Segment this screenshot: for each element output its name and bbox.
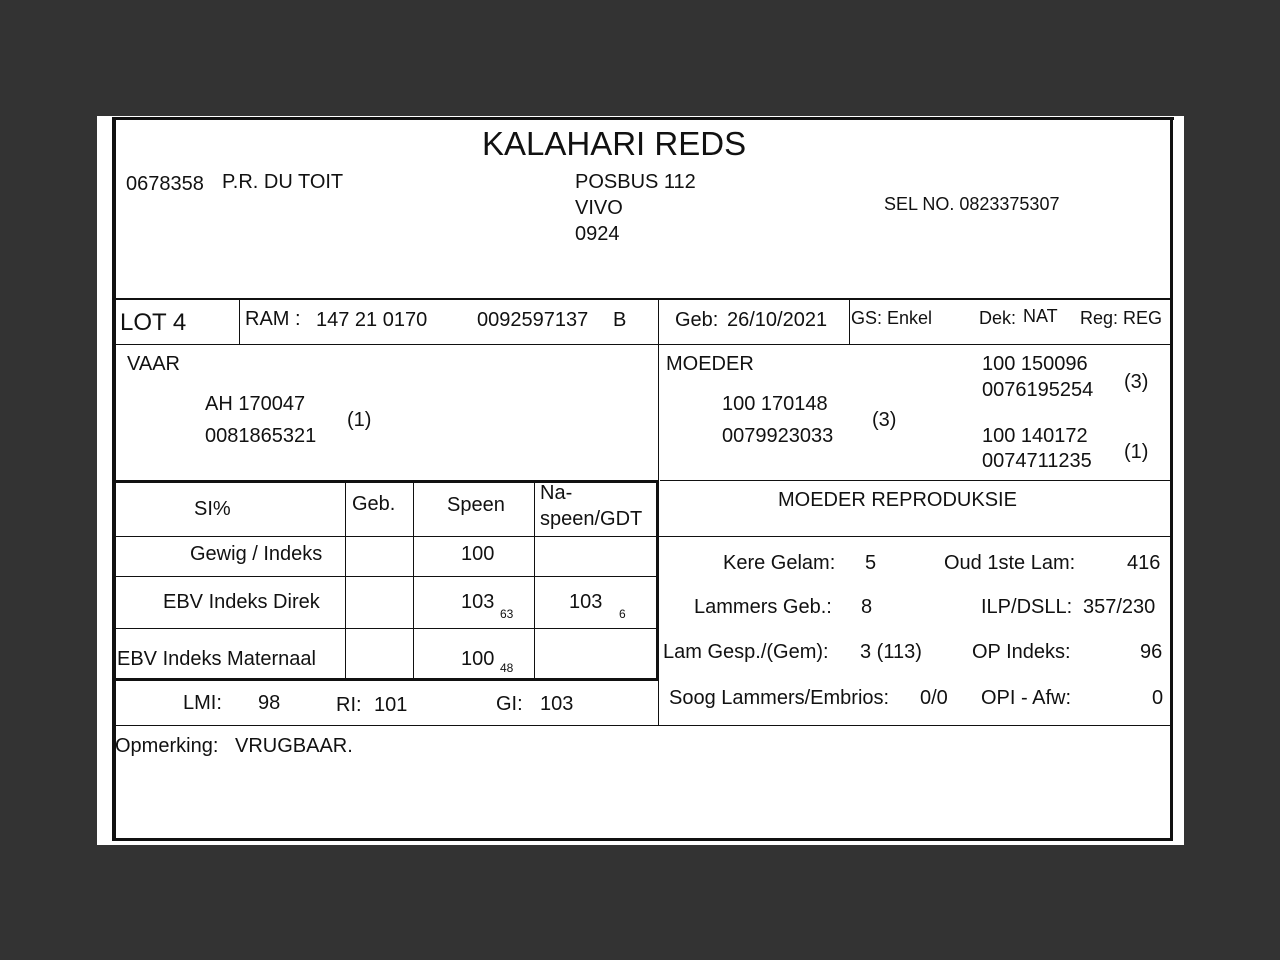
frame-top bbox=[112, 117, 1174, 120]
gi-label: GI: bbox=[496, 693, 523, 715]
naspeen-header-line2: speen/GDT bbox=[540, 508, 643, 530]
registration: Reg: REG bbox=[1080, 308, 1163, 328]
ram-id: 0092597137 bbox=[477, 309, 589, 331]
address-line-1: POSBUS 112 bbox=[575, 171, 696, 193]
si-header: SI% bbox=[194, 498, 231, 520]
lammers-label: Lammers Geb.: bbox=[694, 596, 832, 618]
owner-number: 0678358 bbox=[126, 173, 204, 195]
remark-value: VRUGBAAR. bbox=[235, 735, 353, 757]
speen-header: Speen bbox=[447, 494, 505, 516]
ri-label: RI: bbox=[336, 694, 362, 716]
dam-count: (3) bbox=[872, 409, 897, 431]
dam-id: 0079923033 bbox=[722, 425, 834, 447]
ram-class: B bbox=[613, 309, 627, 331]
ri-value: 101 bbox=[374, 694, 408, 716]
dam-dam-id: 0074711235 bbox=[982, 450, 1092, 472]
mating-label: Dek: bbox=[979, 308, 1017, 328]
ilp-value: 357/230 bbox=[1083, 596, 1156, 618]
divider-pedigree-left bbox=[112, 480, 658, 483]
frame-left bbox=[112, 117, 116, 841]
ilp-label: ILP/DSLL: bbox=[981, 596, 1073, 618]
divider-index-col3 bbox=[534, 482, 535, 679]
row3-speen-sub: 48 bbox=[500, 661, 514, 675]
mating-value: NAT bbox=[1023, 306, 1058, 326]
lammers-value: 8 bbox=[861, 596, 873, 618]
address-line-2: VIVO bbox=[575, 197, 623, 219]
divider-lot-col bbox=[239, 299, 240, 345]
lmi-label: LMI: bbox=[183, 692, 222, 714]
divider-index-col1 bbox=[345, 482, 346, 679]
phone-number: SEL NO. 0823375307 bbox=[884, 194, 1060, 214]
row2-naspeen-sub: 6 bbox=[619, 607, 626, 621]
row2-naspeen: 103 bbox=[569, 591, 603, 613]
divider-header bbox=[112, 298, 1172, 300]
row2-label: EBV Indeks Direk bbox=[163, 591, 320, 613]
dam-dam-number: 100 140172 bbox=[982, 425, 1088, 447]
sire-count: (1) bbox=[347, 409, 372, 431]
frame-bottom bbox=[112, 838, 1172, 841]
row3-speen: 100 bbox=[461, 648, 495, 670]
sire-label: VAAR bbox=[127, 353, 180, 375]
gesp-value: 3 (113) bbox=[860, 641, 922, 663]
reproduction-title: MOEDER REPRODUKSIE bbox=[778, 489, 1017, 511]
address-line-3: 0924 bbox=[575, 223, 620, 245]
divider-lot bbox=[112, 344, 1172, 345]
divider-summary bbox=[112, 725, 1172, 726]
geb-header: Geb. bbox=[352, 493, 396, 515]
dam-dam-count: (1) bbox=[1124, 441, 1149, 463]
oud-value: 416 bbox=[1127, 552, 1161, 574]
divider-pedigree-right bbox=[660, 480, 1172, 481]
divider-geb-col bbox=[849, 299, 850, 345]
kere-value: 5 bbox=[865, 552, 877, 574]
gesp-label: Lam Gesp./(Gem): bbox=[663, 641, 829, 663]
op-label: OP Indeks: bbox=[972, 641, 1071, 663]
dam-sire-number: 100 150096 bbox=[982, 353, 1088, 375]
op-value: 96 bbox=[1140, 641, 1163, 663]
dam-sire-count: (3) bbox=[1124, 371, 1149, 393]
opi-label: OPI - Afw: bbox=[981, 687, 1072, 709]
card-title: KALAHARI REDS bbox=[482, 125, 747, 162]
birth-label: Geb: bbox=[675, 309, 719, 331]
sire-id: 0081865321 bbox=[205, 425, 317, 447]
ram-label: RAM : bbox=[245, 308, 301, 330]
dam-label: MOEDER bbox=[666, 353, 754, 375]
lmi-value: 98 bbox=[258, 692, 281, 714]
naspeen-header-line1: Na- bbox=[540, 482, 573, 504]
kere-label: Kere Gelam: bbox=[723, 552, 836, 574]
oud-label: Oud 1ste Lam: bbox=[944, 552, 1076, 574]
lot-number: LOT 4 bbox=[120, 309, 187, 336]
sire-number: AH 170047 bbox=[205, 393, 306, 415]
divider-index-right bbox=[656, 482, 659, 679]
gi-value: 103 bbox=[540, 693, 574, 715]
row1-label: Gewig / Indeks bbox=[190, 543, 323, 565]
owner-name: P.R. DU TOIT bbox=[222, 171, 344, 193]
birth-date: 26/10/2021 bbox=[727, 309, 828, 331]
soog-value: 0/0 bbox=[920, 687, 948, 709]
row3-label: EBV Indeks Maternaal bbox=[117, 648, 316, 670]
divider-index-row1 bbox=[112, 576, 658, 577]
birth-status: GS: Enkel bbox=[851, 308, 933, 328]
divider-index-row3 bbox=[112, 678, 658, 681]
opi-value: 0 bbox=[1152, 687, 1164, 709]
dam-number: 100 170148 bbox=[722, 393, 828, 415]
divider-index-header bbox=[112, 536, 1172, 537]
row2-speen: 103 bbox=[461, 591, 495, 613]
ram-number: 147 21 0170 bbox=[316, 309, 428, 331]
dam-sire-id: 0076195254 bbox=[982, 379, 1094, 401]
divider-index-col2 bbox=[413, 482, 414, 679]
frame-right bbox=[1170, 117, 1173, 841]
divider-index-row2 bbox=[112, 628, 658, 629]
soog-label: Soog Lammers/Embrios: bbox=[669, 687, 890, 709]
row2-speen-sub: 63 bbox=[500, 607, 514, 621]
remark-label: Opmerking: bbox=[115, 735, 219, 757]
row1-speen: 100 bbox=[461, 543, 495, 565]
